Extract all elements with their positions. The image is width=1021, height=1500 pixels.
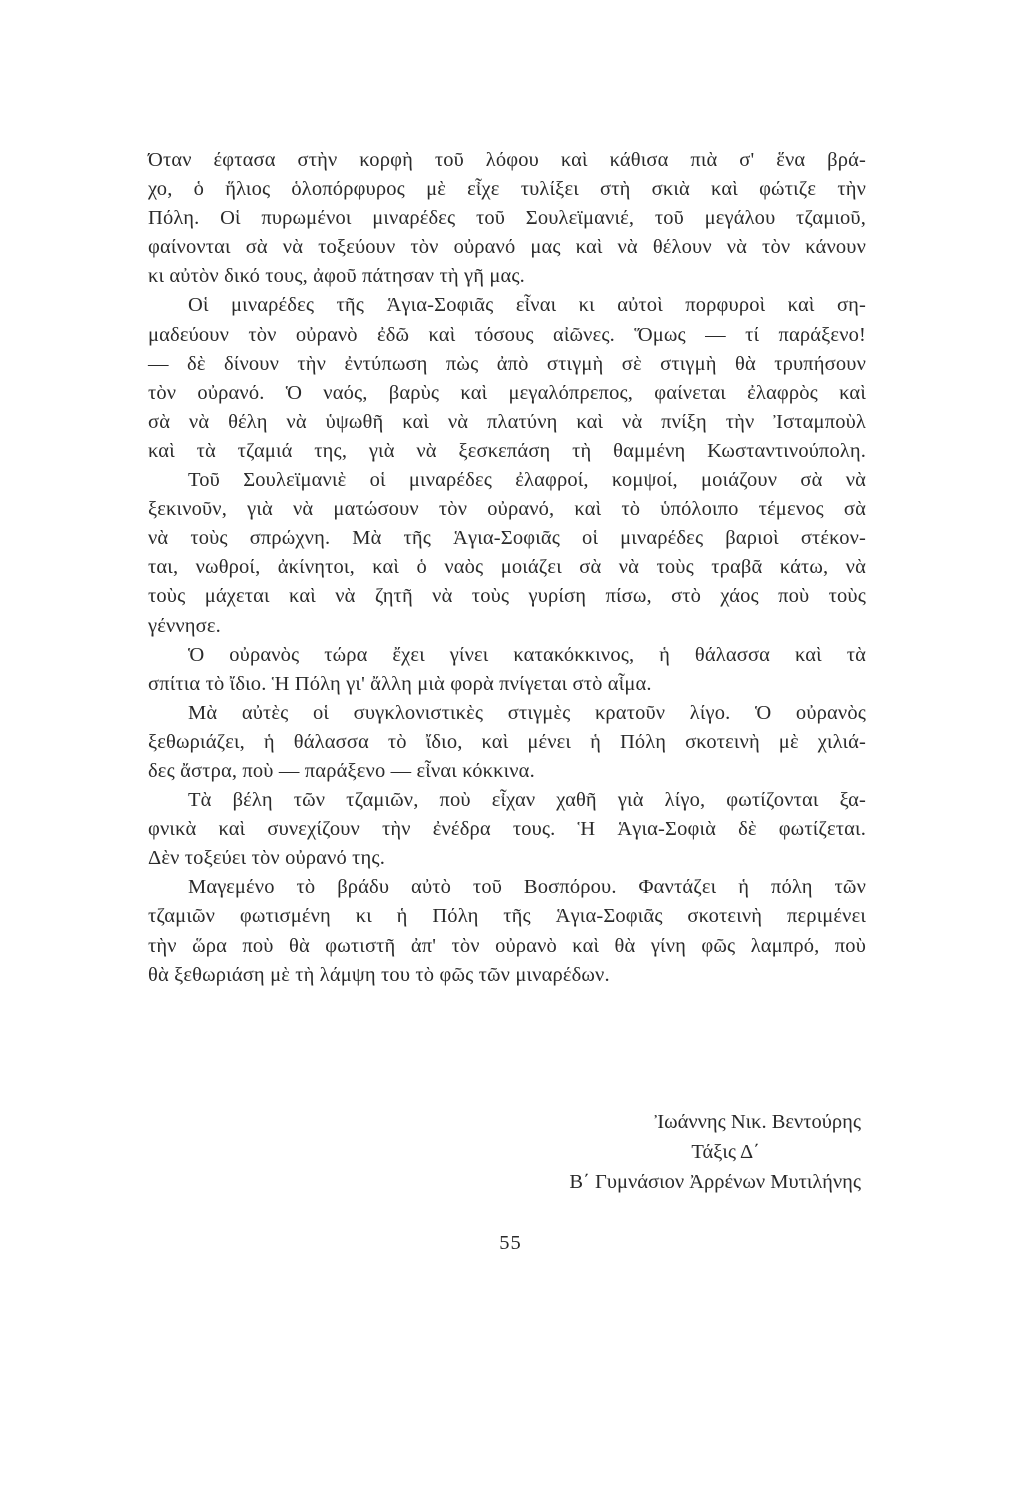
text-line: Δὲν τοξεύει τὸν οὐρανό της. [148,847,385,870]
text-line: Μαγεμένο τὸ βράδυ αὐτὸ τοῦ Βοσπόρου. Φαντάζει ἡ πόλη τῶν [188,876,866,899]
author-class: Τάξις Δ΄ [691,1141,760,1163]
text-line: τὸν οὐρανό. Ὁ ναός, βαρὺς καὶ μεγαλόπρεπος, φαίνεται ἐλαφρὸς καὶ [148,381,866,404]
text-line: Ὁ οὐρανὸς τώρα ἔχει γίνει κατακόκκινος, ἡ θάλασσα καὶ τὰ [188,643,866,666]
text-line: Τοῦ Σουλεϊμανιὲ οἱ μιναρέδες ἐλαφροί, κομψοί, μοιάζουν σὰ νὰ [188,469,866,492]
text-line: θὰ ξεθωριάση μὲ τὴ λάμψη του τὸ φῶς τῶν μιναρέδων. [148,963,610,986]
text-line: ξεκινοῦν, γιὰ νὰ ματώσουν τὸν οὐρανό, καὶ τὸ ὑπόλοιπο τέμενος σὰ [148,498,866,521]
text-line: Τὰ βέλη τῶν τζαμιῶν, ποὺ εἶχαν χαθῆ γιὰ λίγο, φωτίζονται ξα- [188,789,866,812]
author-school: Β΄ Γυμνάσιον Ἀρρένων Μυτιλήνης [569,1171,861,1193]
text-line: τζαμιῶν φωτισμένη κι ἡ Πόλη τῆς Ἁγια-Σοφιᾶς σκοτεινὴ περιμένει [148,905,866,928]
text-line: γέννησε. [148,614,221,637]
text-line: καὶ τὰ τζαμιά της, γιὰ νὰ ξεσκεπάση τὴ θαμμένη Κωσταντινούπολη. [148,439,866,462]
text-line: ξεθωριάζει, ἡ θάλασσα τὸ ἴδιο, καὶ μένει ἡ Πόλη σκοτεινὴ μὲ χιλιά- [148,730,866,753]
text-line: δες ἄστρα, ποὺ — παράξενο — εἶναι κόκκινα. [148,759,535,782]
essay-body [148,146,866,990]
signature-block [569,1107,861,1197]
text-line: Όταν έφτασα στὴν κορφὴ τοῦ λόφου καὶ κάθισα πιὰ σ' ἕνα βρά- [148,149,866,171]
page-number: 55 [499,1232,522,1254]
text-line: χο, ὁ ἥλιος ὁλοπόρφυρος μὲ εἶχε τυλίξει στὴ σκιὰ καὶ φώτιζε τὴν [148,178,866,201]
text-line: σπίτια τὸ ἴδιο. Ἡ Πόλη γι' ἄλλη μιὰ φορὰ πνίγεται στὸ αἷμα. [148,672,652,695]
text-line: κι αὐτὸν δικό τους, ἀφοῦ πάτησαν τὴ γῆ μας. [148,265,525,288]
text-line: φαίνονται σὰ νὰ τοξεύουν τὸν οὐρανό μας καὶ νὰ θέλουν νὰ τὸν κάνουν [148,236,866,259]
text-line: σὰ νὰ θέλη νὰ ὑψωθῆ καὶ νὰ πλατύνη καὶ νὰ πνίξη τὴν Ἰσταμποὺλ [148,410,866,433]
text-line: τὴν ὥρα ποὺ θὰ φωτιστῆ ἀπ' τὸν οὐρανὸ καὶ θὰ γίνη φῶς λαμπρό, ποὺ [148,934,866,957]
text-line: — δὲ δίνουν τὴν ἐντύπωση πὼς ἀπὸ στιγμὴ σὲ στιγμὴ θὰ τρυπήσουν [148,352,866,375]
text-line: Μὰ αὐτὲς οἱ συγκλονιστικὲς στιγμὲς κρατοῦν λίγο. Ὁ οὐρανὸς [188,701,866,724]
text-line: φνικὰ καὶ συνεχίζουν τὴν ἐνέδρα τους. Ἡ Ἁγια-Σοφιὰ δὲ φωτίζεται. [148,818,866,841]
text-line: τοὺς μάχεται καὶ νὰ ζητῆ νὰ τοὺς γυρίση πίσω, στὸ χάος ποὺ τοὺς [148,585,866,608]
text-line: νὰ τοὺς σπρώχνη. Μὰ τῆς Ἁγια-Σοφιᾶς οἱ μιναρέδες βαριοὶ στέκον- [148,527,866,550]
author-name: Ἰωάννης Νικ. Βεντούρης [654,1111,861,1133]
text-line: ται, νωθροί, ἀκίνητοι, καὶ ὁ ναὸς μοιάζει σὰ νὰ τοὺς τραβᾶ κάτω, νὰ [148,556,866,579]
text-line: Πόλη. Οἱ πυρωμένοι μιναρέδες τοῦ Σουλεϊμανιέ, τοῦ μεγάλου τζαμιοῦ, [148,207,866,230]
text-line: Οἱ μιναρέδες τῆς Ἁγια-Σοφιᾶς εἶναι κι αὐτοὶ πορφυροὶ καὶ ση- [188,294,866,317]
text-line: μαδεύουν τὸν οὐρανὸ ἐδῶ καὶ τόσους αἰῶνες. Ὅμως — τί παράξενο! [148,323,866,346]
